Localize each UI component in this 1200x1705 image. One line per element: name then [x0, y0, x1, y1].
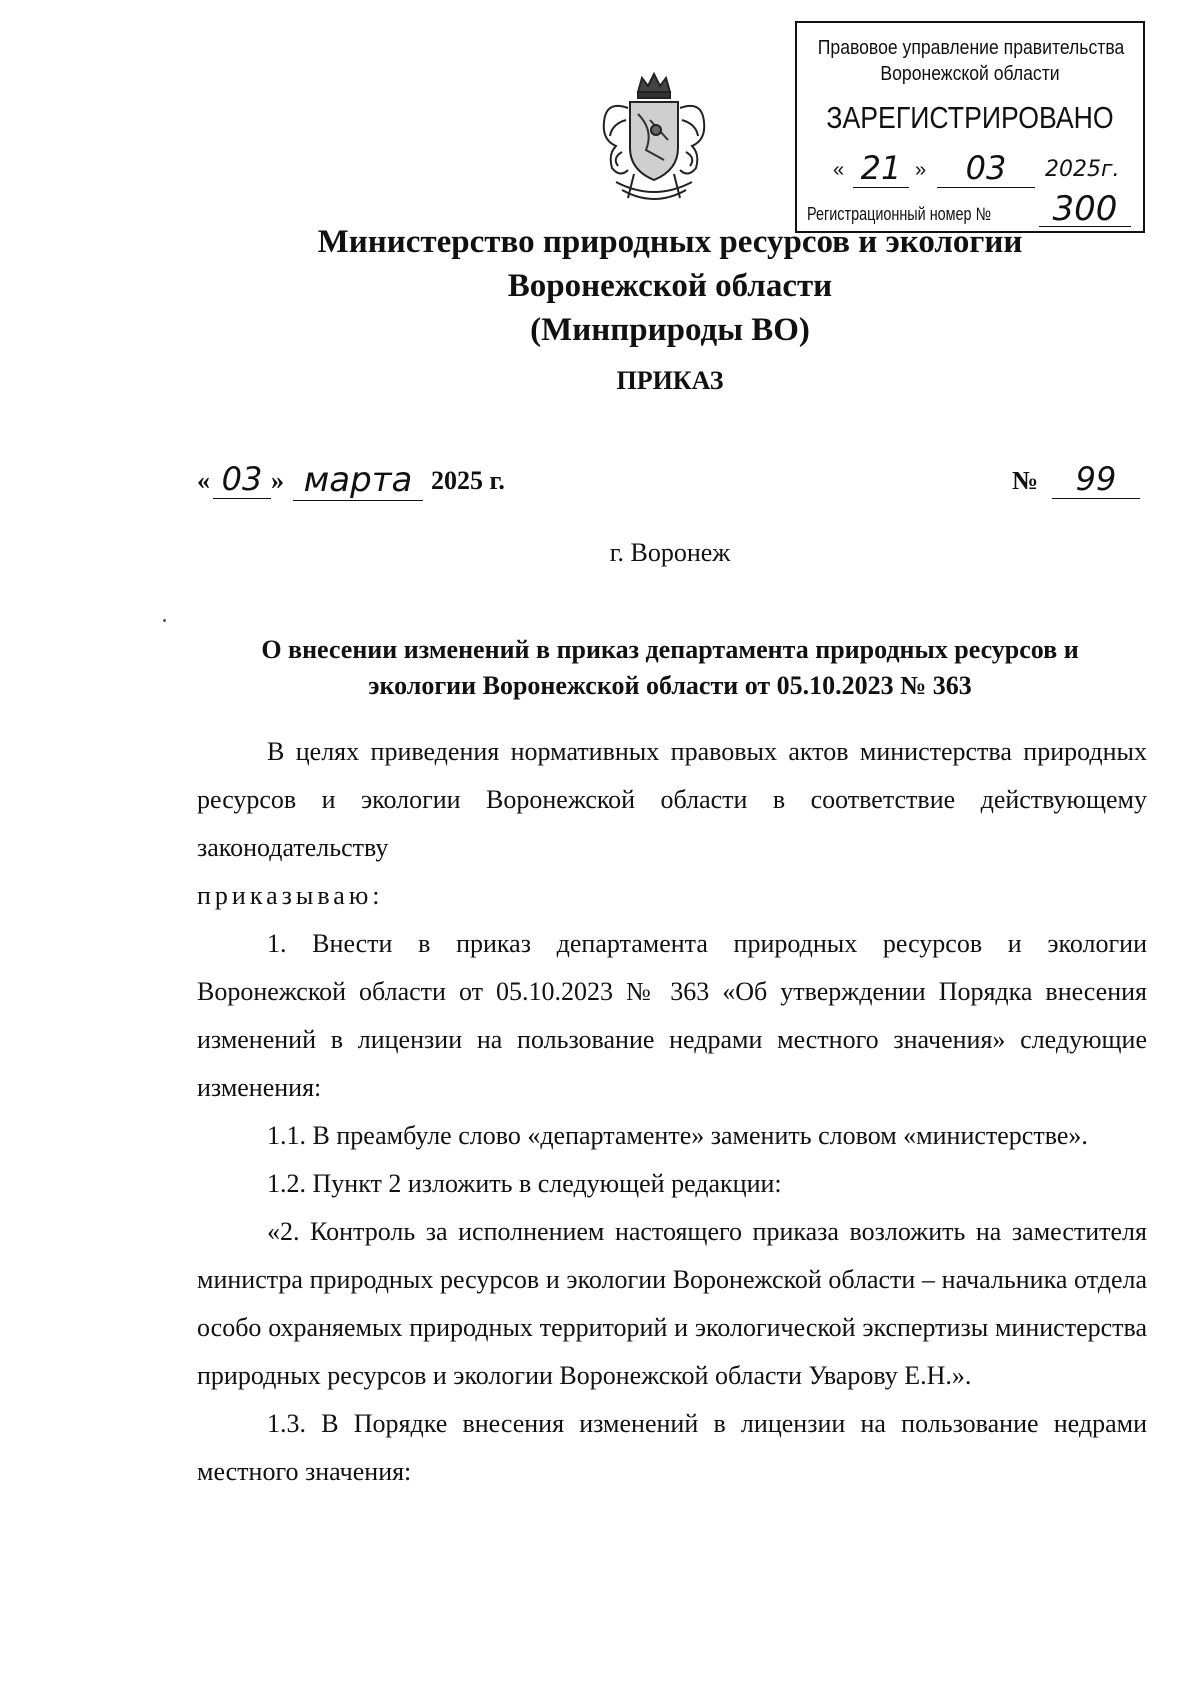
order-body: [197, 728, 1147, 1496]
ministry-line3: (Минприроды ВО): [530, 312, 810, 348]
item-1-2-paragraph: 1.2. Пункт 2 изложить в следующей редакции:: [267, 1169, 782, 1198]
ministry-line1: Министерство природных ресурсов и экологии: [317, 224, 1023, 260]
decree-word: приказываю:: [197, 881, 384, 910]
item-1-1-paragraph: 1.1. В преамбуле слово «департаменте» заменить словом «министерстве».: [267, 1121, 1088, 1150]
order-date-close-quote: »: [271, 466, 284, 495]
ministry-heading: [0, 220, 1200, 352]
preamble-paragraph: В целях приведения нормативных правовых актов министерства природных ресурсов и экологии Воронежской области в соответствие действующему законодательству: [197, 737, 1147, 862]
order-number-value: 99: [1052, 460, 1140, 499]
item-1-3-paragraph: 1.3. В Порядке внесения изменений в лицензии на пользование недрами местного значения:: [197, 1409, 1147, 1486]
item-1-paragraph: 1. Внести в приказ департамента природных ресурсов и экологии Воронежской области от 05.10.2023 № 363 «Об утверждении Порядка внесения изменений в лицензии на пользование недрами местного значения» следующие изменения:: [197, 929, 1147, 1102]
stamp-date-year: 2025г.: [1045, 157, 1120, 182]
document-type-title: ПРИКАЗ: [616, 366, 724, 395]
scan-speck: [163, 619, 166, 622]
subject-line1: О внесении изменений в приказ департамента природных ресурсов и: [261, 635, 1079, 664]
stamp-reg-number: 300: [1039, 192, 1131, 227]
stamp-reg-label: Регистрационный номер №: [807, 204, 992, 224]
order-date-day: 03: [213, 460, 271, 499]
stamp-date-month: 03: [937, 149, 1035, 188]
subject-line2: экологии Воронежской области от 05.10.2023 № 363: [368, 671, 972, 700]
order-date-year: 2025 г.: [431, 466, 505, 495]
registration-stamp: [795, 21, 1145, 233]
coat-of-arms-emblem: [598, 70, 710, 210]
item-1-2-text-paragraph: «2. Контроль за исполнением настоящего приказа возложить на заместителя министра природных ресурсов и экологии Воронежской области – начальника отдела особо охраняемых природных территорий и экологической экспертизы министерства природных ресурсов и экологии Воронежской области Уварову Е.Н.».: [197, 1217, 1147, 1390]
stamp-org-line2: Воронежской области: [880, 63, 1060, 85]
stamp-date: [833, 149, 1123, 189]
stamp-date-close-quote: »: [915, 159, 927, 181]
ministry-line2: Воронежской области: [507, 268, 833, 304]
stamp-date-open-quote: «: [833, 159, 845, 181]
stamp-org-line1: Правовое управление правительства: [817, 37, 1125, 59]
stamp-date-day: 21: [853, 149, 909, 188]
stamp-status: ЗАРЕГИСТРИРОВАНО: [826, 100, 1114, 135]
order-date-month: марта: [293, 460, 423, 501]
order-subject: [200, 632, 1140, 704]
order-city: г. Воронеж: [609, 538, 731, 567]
order-date-open-quote: «: [197, 466, 210, 495]
order-number-label: №: [1012, 466, 1039, 495]
